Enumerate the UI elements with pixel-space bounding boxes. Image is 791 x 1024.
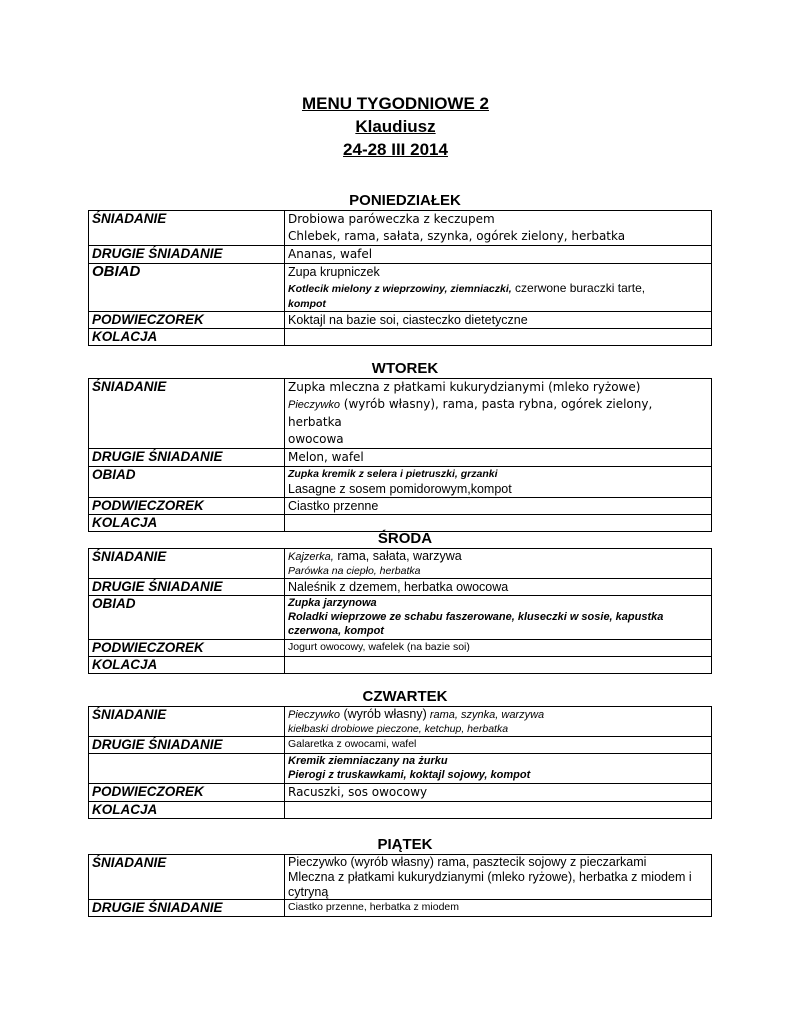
day-thursday <box>88 688 712 819</box>
title-block <box>0 92 791 161</box>
meal-line: Mleczna z płatkami kukurydzianymi (mleko ryżowe), herbatka z miodem i <box>288 870 692 884</box>
meal-content <box>285 579 712 596</box>
meal-line: Zupka jarzynowa <box>288 597 377 609</box>
meal-line: Drobiowa paróweczka z keczupem <box>288 212 495 226</box>
meal-label: PODWIECZOREK <box>89 312 285 329</box>
meal-line: owocowa <box>288 432 344 446</box>
meal-content <box>285 312 712 329</box>
meal-label: ŚNIADANIE <box>89 549 285 579</box>
table-row <box>89 579 712 596</box>
meal-line <box>288 549 708 564</box>
meal-content <box>285 802 712 819</box>
meal-line: Lasagne z sosem pomidorowym,kompot <box>288 482 512 496</box>
meal-line <box>288 280 708 297</box>
table-row <box>89 379 712 449</box>
meal-label: PODWIECZOREK <box>89 498 285 515</box>
table-row <box>89 329 712 346</box>
table-row <box>89 211 712 246</box>
meal-label: ŚNIADANIE <box>89 707 285 737</box>
meal-label: PODWIECZOREK <box>89 640 285 657</box>
meal-line: Jogurt owocowy, wafelek (na bazie soi) <box>288 641 470 653</box>
meal-content <box>285 855 712 900</box>
meal-content <box>285 246 712 264</box>
day-heading: WTOREK <box>371 360 439 377</box>
meal-text: czerwone buraczki tarte, <box>511 281 646 295</box>
table-row <box>89 498 712 515</box>
table-row <box>89 312 712 329</box>
table-row <box>89 449 712 467</box>
meal-line: Pierogi z truskawkami, koktajl sojowy, kompot <box>288 769 531 781</box>
meal-label: KOLACJA <box>89 329 285 346</box>
meal-content <box>285 784 712 802</box>
menu-table <box>88 548 712 674</box>
day-heading: CZWARTEK <box>362 688 448 705</box>
meal-label: PODWIECZOREK <box>89 784 285 802</box>
meal-label: DRUGIE ŚNIADANIE <box>89 579 285 596</box>
meal-content <box>285 657 712 674</box>
meal-text: rama, sałata, warzywa <box>333 549 462 563</box>
meal-content <box>285 515 712 532</box>
meal-label: OBIAD <box>89 264 285 312</box>
meal-line: Naleśnik z dzemem, herbatka owocowa <box>288 580 509 594</box>
meal-content <box>285 900 712 917</box>
meal-line: Koktajl na bazie soi, ciasteczko dietetyczne <box>288 313 528 327</box>
date-range: 24-28 III 2014 <box>343 140 448 159</box>
meal-line: kompot <box>288 298 326 310</box>
menu-table <box>88 854 712 917</box>
meal-line: Melon, wafel <box>288 450 364 464</box>
meal-content <box>285 640 712 657</box>
meal-text: rama, szynka, warzywa <box>426 709 545 721</box>
day-heading: ŚRODA <box>377 530 433 547</box>
meal-content <box>285 379 712 449</box>
meal-label: ŚNIADANIE <box>89 855 285 900</box>
meal-line: Chlebek, rama, sałata, szynka, ogórek zielony, herbatka <box>288 229 626 243</box>
meal-text: Kotlecik mielony z wieprzowiny, ziemniaczki, <box>288 283 512 295</box>
table-row <box>89 467 712 498</box>
child-name: Klaudiusz <box>355 117 436 136</box>
table-row <box>89 855 712 900</box>
day-wednesday <box>88 530 712 674</box>
meal-label: DRUGIE ŚNIADANIE <box>89 900 285 917</box>
meal-line: Galaretka z owocami, wafel <box>288 738 417 750</box>
meal-line <box>288 396 708 431</box>
day-heading: PIĄTEK <box>377 836 433 853</box>
meal-label: ŚNIADANIE <box>89 379 285 449</box>
meal-content <box>285 498 712 515</box>
table-row <box>89 784 712 802</box>
meal-content <box>285 707 712 737</box>
table-row <box>89 596 712 640</box>
day-monday <box>88 192 712 346</box>
meal-content <box>285 211 712 246</box>
meal-line: cytryną <box>288 885 329 899</box>
table-row <box>89 737 712 754</box>
meal-line: Roladki wieprzowe ze schabu faszerowane, kluseczki w sosie, kapustka <box>288 611 664 623</box>
meal-label: KOLACJA <box>89 802 285 819</box>
meal-line: Zupka kremik z selera i pietruszki, grzanki <box>288 468 498 480</box>
meal-line: Zupa krupniczek <box>288 265 380 279</box>
meal-text: (wyrób własny), rama, pasta rybna, ogórek zielony, herbatka <box>288 397 653 429</box>
meal-line: Pieczywko (wyrób własny) rama, pasztecik sojowy z pieczarkami <box>288 855 647 869</box>
table-row <box>89 515 712 532</box>
day-heading: PONIEDZIAŁEK <box>349 192 461 209</box>
meal-text: Kajzerka, <box>288 551 334 563</box>
menu-table <box>88 706 712 819</box>
day-friday <box>88 836 712 917</box>
meal-content <box>285 329 712 346</box>
day-tuesday <box>88 360 712 532</box>
meal-label: OBIAD <box>89 467 285 498</box>
table-row <box>89 657 712 674</box>
meal-line <box>288 707 708 722</box>
meal-line: Zupka mleczna z płatkami kukurydzianymi (mleko ryżowe) <box>288 380 641 394</box>
meal-line: kiełbaski drobiowe pieczone, ketchup, herbatka <box>288 723 509 735</box>
meal-content <box>285 549 712 579</box>
meal-content <box>285 754 712 784</box>
table-row <box>89 707 712 737</box>
meal-content <box>285 596 712 640</box>
meal-content <box>285 449 712 467</box>
meal-label: KOLACJA <box>89 657 285 674</box>
menu-title: MENU TYGODNIOWE 2 <box>301 94 489 113</box>
table-row <box>89 264 712 312</box>
meal-line: czerwona, kompot <box>288 625 384 637</box>
meal-label: OBIAD <box>89 596 285 640</box>
menu-table <box>88 210 712 346</box>
table-row <box>89 640 712 657</box>
meal-content <box>285 737 712 754</box>
menu-table <box>88 378 712 532</box>
meal-content <box>285 467 712 498</box>
meal-label: DRUGIE ŚNIADANIE <box>89 246 285 264</box>
table-row <box>89 549 712 579</box>
meal-line: Kremik ziemniaczany na żurku <box>288 755 448 767</box>
meal-label <box>89 754 285 784</box>
table-row <box>89 900 712 917</box>
meal-content <box>285 264 712 312</box>
meal-label: DRUGIE ŚNIADANIE <box>89 737 285 754</box>
meal-text: Pieczywko <box>288 709 340 721</box>
meal-label: ŚNIADANIE <box>89 211 285 246</box>
meal-line: Ciastko przenne, herbatka z miodem <box>288 901 459 913</box>
table-row <box>89 754 712 784</box>
meal-line: Ananas, wafel <box>288 247 373 261</box>
meal-label: DRUGIE ŚNIADANIE <box>89 449 285 467</box>
table-row <box>89 246 712 264</box>
meal-line: Parówka na ciepło, herbatka <box>288 565 421 577</box>
meal-line: Ciastko przenne <box>288 499 379 513</box>
meal-label: KOLACJA <box>89 515 285 532</box>
meal-line: Racuszki, sos owocowy <box>288 785 428 799</box>
meal-text: (wyrób własny) <box>339 707 427 721</box>
meal-text: Pieczywko <box>288 399 340 411</box>
table-row <box>89 802 712 819</box>
